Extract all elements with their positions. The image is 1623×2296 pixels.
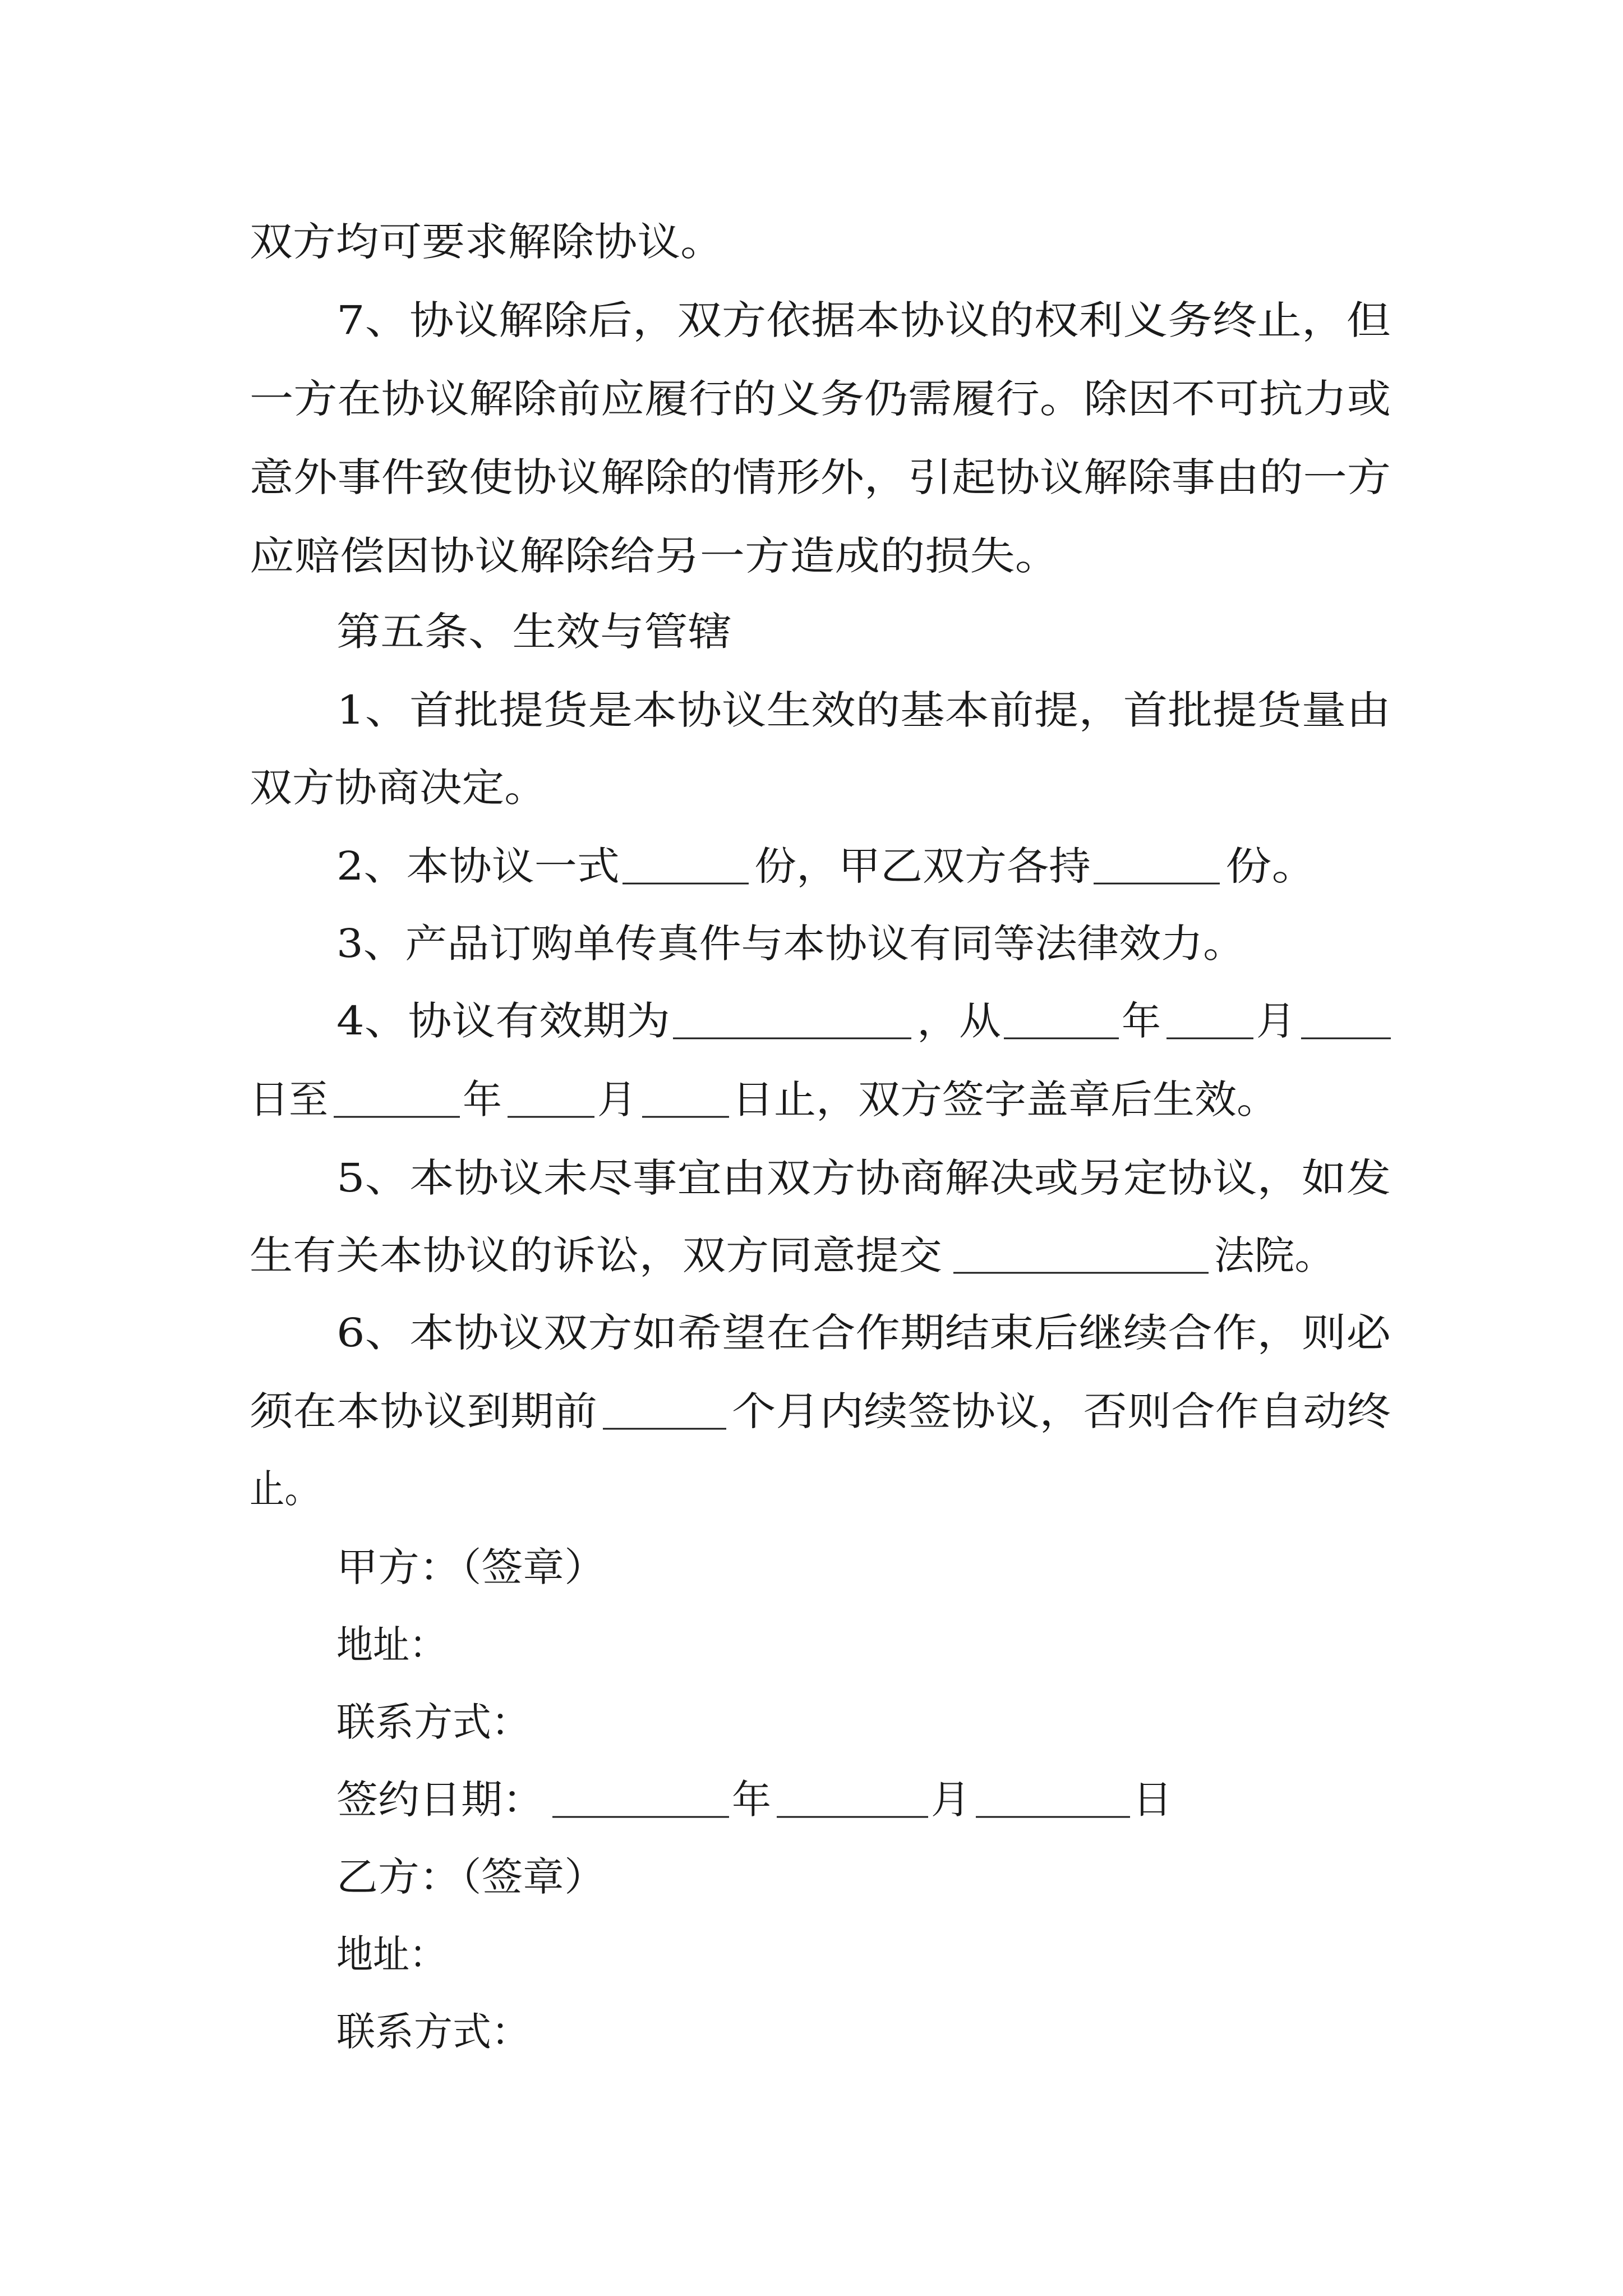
clause-5-4-text-b: ，从 bbox=[917, 998, 1001, 1044]
party-b-contact-label: 联系方式： bbox=[336, 2009, 530, 2055]
clause-4-6-text-end: 双方均可要求解除协议。 bbox=[250, 219, 723, 265]
article-5-heading: 第五条、生效与管辖 bbox=[336, 609, 732, 655]
clause-4-7-line-4: 应赔偿因协议解除给另一方造成的损失。 bbox=[250, 533, 1060, 579]
clause-5-4-text-year: 年 bbox=[1122, 998, 1161, 1044]
signing-date-month: 月 bbox=[931, 1777, 970, 1823]
party-b-seal-label: 乙方：（签章） bbox=[336, 1854, 606, 1900]
clause-4-7-line-3: 意外事件致使协议解除的情形外，引起协议解除事由的一方 bbox=[250, 454, 1391, 500]
clause-5-2-text-c: 份。 bbox=[1225, 843, 1318, 889]
clause-5-1-line-1: 1、首批提货是本协议生效的基本前提，首批提货量由 bbox=[336, 687, 1391, 733]
party-a-address-label: 地址： bbox=[336, 1622, 446, 1668]
clause-5-5-text-a: 生有关本协议的诉讼，双方同意提交 bbox=[250, 1232, 942, 1278]
clause-5-6-text-end: 止。 bbox=[250, 1466, 320, 1512]
party-a-contact-label: 联系方式： bbox=[336, 1699, 530, 1745]
clause-5-4-text-month: 月 bbox=[1256, 998, 1295, 1044]
clause-5-5-line-1: 5、本协议未尽事宜由双方协商解决或另定协议，如发 bbox=[336, 1155, 1391, 1201]
clause-5-3-text: 3、产品订购单传真件与本协议有同等法律效力。 bbox=[336, 921, 1245, 967]
clause-5-6-line-1: 6、本协议双方如希望在合作期结束后继续合作，则必 bbox=[336, 1310, 1393, 1356]
signing-date-day: 日 bbox=[1133, 1777, 1172, 1823]
clause-5-4-text-month-2: 月 bbox=[597, 1076, 637, 1122]
signing-date-label: 签约日期： bbox=[336, 1777, 544, 1823]
clause-5-2-text-b: 份，甲乙双方各持 bbox=[754, 843, 1091, 889]
clause-5-6-text-a: 须在本协议到期前 bbox=[250, 1388, 597, 1434]
clause-5-2-text-a: 2、本协议一式 bbox=[336, 843, 620, 889]
clause-4-7-line-2: 一方在协议解除前应履行的义务仍需履行。除因不可抗力或 bbox=[250, 376, 1391, 422]
clause-5-4-text-end: 日止，双方签字盖章后生效。 bbox=[732, 1076, 1279, 1122]
party-b-address-label: 地址： bbox=[336, 1931, 446, 1977]
clause-5-4-text-year-2: 年 bbox=[463, 1076, 502, 1122]
clause-5-1-line-2: 双方协商决定。 bbox=[250, 765, 547, 811]
signing-date-year: 年 bbox=[732, 1777, 771, 1823]
clause-5-4-text-a: 4、协议有效期为 bbox=[336, 998, 670, 1044]
party-a-seal-label: 甲方：（签章） bbox=[336, 1544, 606, 1590]
clause-5-5-text-b: 法院。 bbox=[1214, 1232, 1335, 1278]
clause-4-7-line-1: 7、协议解除后，双方依据本协议的权利义务终止，但 bbox=[336, 297, 1391, 343]
clause-5-4-text-day: 日至 bbox=[250, 1076, 328, 1122]
clause-5-6-text-b: 个月内续签协议，否则合作自动终 bbox=[732, 1388, 1391, 1434]
